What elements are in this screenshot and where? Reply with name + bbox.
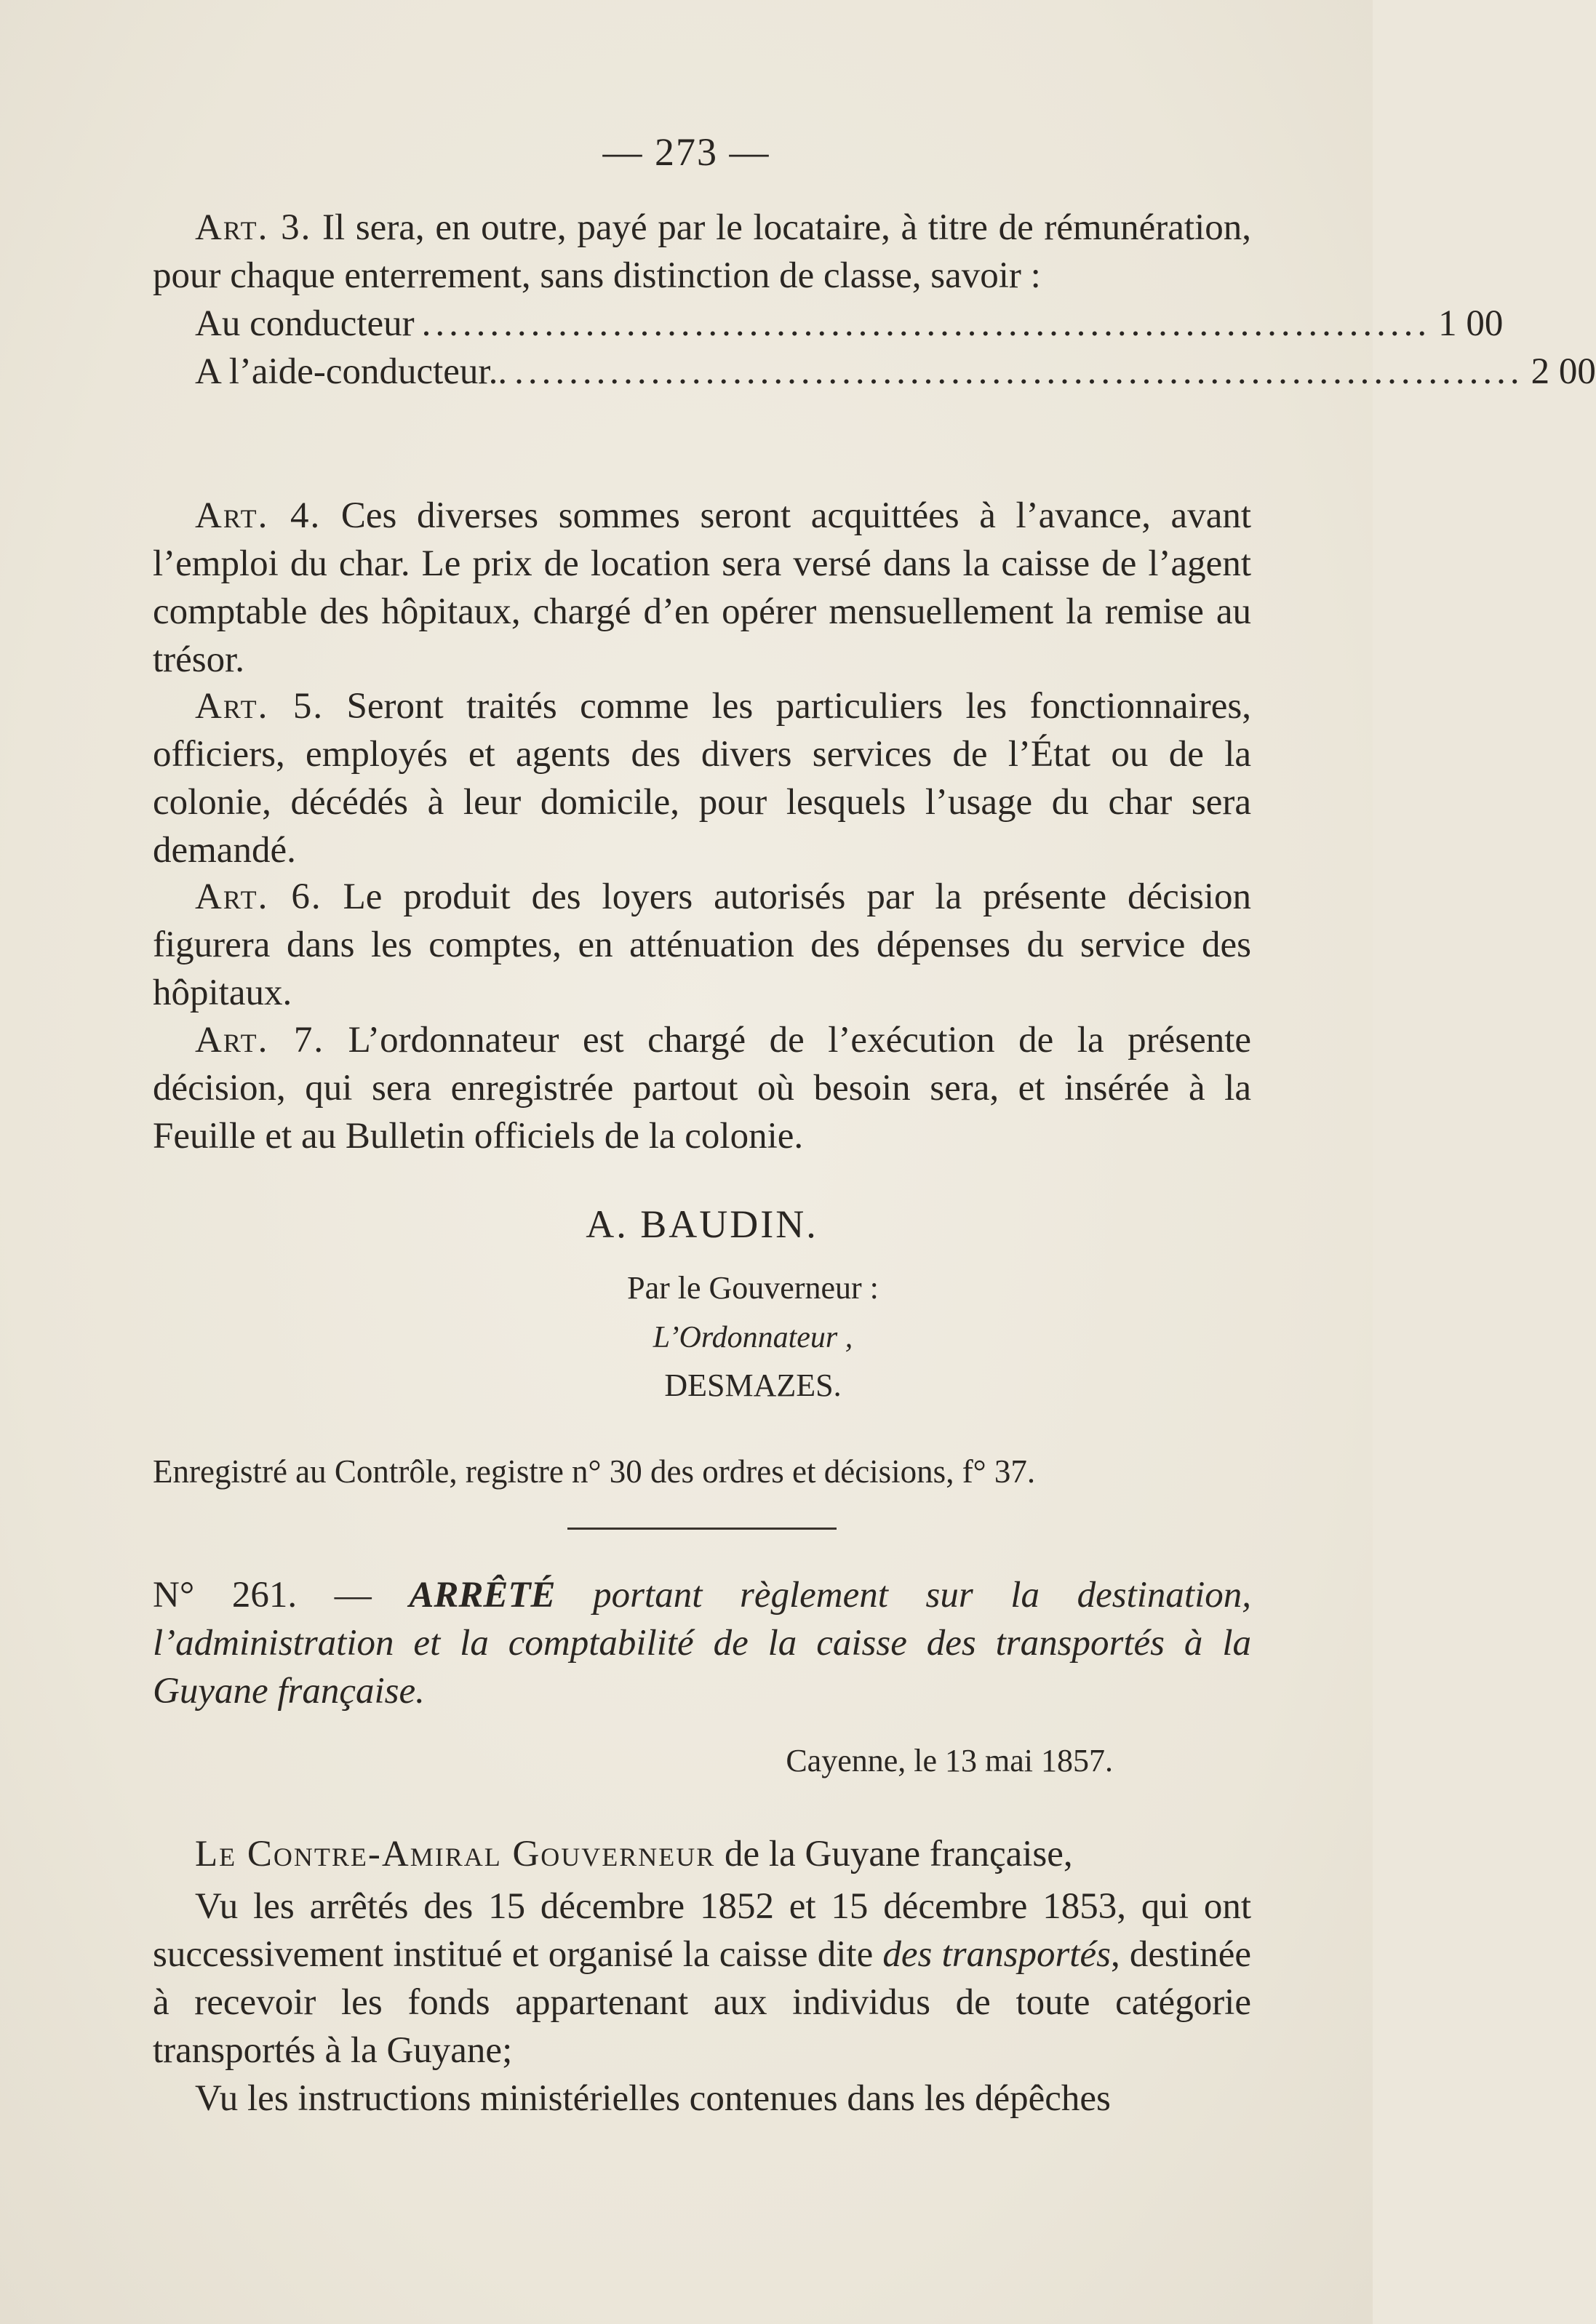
decree-vu-2: Vu les instructions ministérielles contenues dans les dépêches: [195, 2078, 1111, 2119]
decree-vu-1: Vu les arrêtés des 15 décembre 1852 et 15 décembre 1853, qui ont successivement institué et organisé la caisse dite des transportés, destinée à recevoir les fonds appartenant aux individus de toute catégorie transportés à la Guyane;: [153, 1886, 1251, 2071]
article-5-label: Art. 5.: [195, 686, 324, 727]
decree-261: [153, 1571, 1251, 2123]
dot-leader: ..........................................................................: [514, 351, 1524, 392]
article-7: [153, 1016, 1251, 1160]
dot-leader: ..........................................................................: [421, 303, 1432, 344]
fee-amount: 2 00: [1531, 351, 1596, 392]
article-5: [153, 682, 1251, 874]
signatory-role: L’Ordonnateur ,: [653, 1321, 853, 1354]
signature-block: [153, 1200, 1251, 1410]
article-5-text: Seront traités comme les particuliers les fonctionnaires, officiers, employés et agents des divers services de l’État ou de la colonie, décédés à leur domicile, pour lesquels l’usage du char sera demandé.: [153, 686, 1252, 871]
fee-label: A l’aide-conducteur..: [195, 351, 508, 392]
signatory-name: A. BAUDIN.: [586, 1202, 818, 1246]
section-divider: [153, 1528, 1251, 1530]
fee-row-conducteur: [153, 300, 1504, 348]
fee-label: Au conducteur: [195, 303, 415, 344]
article-6-label: Art. 6.: [195, 877, 322, 917]
article-4-label: Art. 4.: [195, 495, 322, 536]
article-7-text: L’ordonnateur est chargé de l’exécution de la présente décision, qui sera enregistrée partout où besoin sera, et insérée à la Feuille et au Bulletin officiels de la colonie.: [153, 1020, 1252, 1157]
decree-opening: Le Contre-Amiral Gouverneur de la Guyane française,: [195, 1834, 1073, 1874]
article-7-label: Art. 7.: [195, 1020, 325, 1061]
article-3-text: Il sera, en outre, payé par le locataire, à titre de rémunération, pour chaque enterrement, sans distinction de classe, savoir :: [153, 207, 1252, 296]
page-number: — 273 —: [602, 130, 770, 174]
decree-title-text: portant règlement sur la destination, l’administration et la comptabilité de la caisse des transportés à la Guyane française.: [153, 1575, 1251, 1712]
decree-number: N° 261. —: [153, 1575, 372, 1616]
decree-place-date: Cayenne, le 13 mai 1857.: [786, 1743, 1113, 1778]
article-4: [153, 492, 1251, 684]
signatory-ordonnateur: DESMAZES.: [664, 1367, 842, 1403]
article-6: [153, 873, 1251, 1017]
article-4-text: Ces diverses sommes seront acquittées à l’avance, avant l’emploi du char. Le prix de location sera versé dans la caisse de l’agent comptable des hôpitaux, chargé d’en opérer mensuellement la remise au trésor.: [153, 495, 1251, 680]
article-6-text: Le produit des loyers autorisés par la présente décision figurera dans les comptes, en atténuation des dépenses du service des hôpitaux.: [153, 877, 1252, 1013]
article-3: [153, 204, 1596, 396]
registration-note: Enregistré au Contrôle, registre n° 30 des ordres et décisions, f° 37.: [153, 1453, 1036, 1490]
fee-row-aide-conducteur: [153, 348, 1596, 396]
decree-title: [153, 1571, 1251, 1715]
article-3-label: Art. 3.: [195, 207, 312, 248]
fee-amount: 1 00: [1438, 303, 1504, 344]
signatory-par: Par le Gouverneur :: [627, 1270, 879, 1306]
decree-title-bold: ARRÊTÉ: [409, 1575, 556, 1616]
